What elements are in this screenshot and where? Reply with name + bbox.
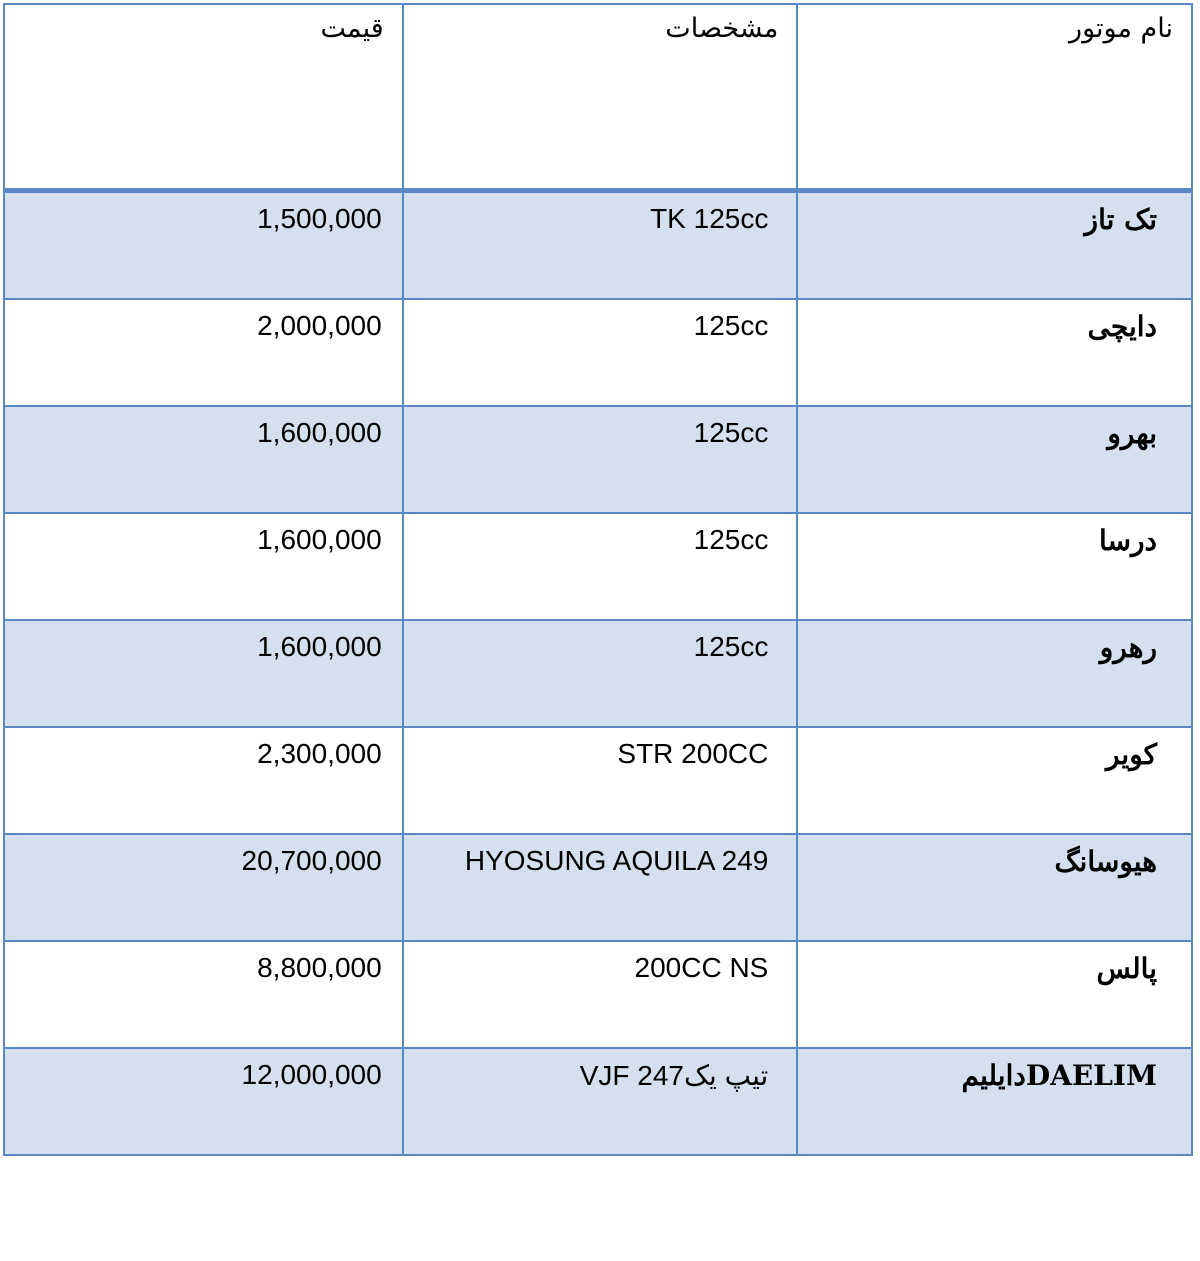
row-price: 2,300,000 [4, 727, 403, 834]
table-row [4, 941, 1192, 1048]
row-name: درسا [797, 513, 1192, 620]
row-spec: 200CC NS [403, 941, 798, 1048]
row-price: 12,000,000 [4, 1048, 403, 1155]
row-spec: 125cc [403, 513, 798, 620]
row-name: DAELIMدایلیم [797, 1048, 1192, 1155]
row-price: 1,600,000 [4, 406, 403, 513]
row-name: تک تاز [797, 191, 1192, 300]
row-spec: TK 125cc [403, 191, 798, 300]
row-price: 1,600,000 [4, 513, 403, 620]
row-spec: 125cc [403, 620, 798, 727]
row-spec: 125cc [403, 406, 798, 513]
table-row [4, 513, 1192, 620]
row-spec: HYOSUNG AQUILA 249 [403, 834, 798, 941]
row-name: کویر [797, 727, 1192, 834]
header-name: نام موتور [797, 4, 1192, 191]
row-name: دایچی [797, 299, 1192, 406]
row-name: رهرو [797, 620, 1192, 727]
table-row [4, 406, 1192, 513]
table-header-row [4, 4, 1192, 191]
table-row [4, 834, 1192, 941]
header-price: قیمت [4, 4, 403, 191]
table-row [4, 620, 1192, 727]
motorcycle-price-table [3, 3, 1193, 1156]
table-row [4, 299, 1192, 406]
row-price: 1,600,000 [4, 620, 403, 727]
row-name: هیوسانگ [797, 834, 1192, 941]
row-price: 1,500,000 [4, 191, 403, 300]
row-spec: VJF 247تیپ یک [403, 1048, 798, 1155]
row-name: بهرو [797, 406, 1192, 513]
row-price: 8,800,000 [4, 941, 403, 1048]
row-name: پالس [797, 941, 1192, 1048]
row-price: 20,700,000 [4, 834, 403, 941]
table-row [4, 191, 1192, 300]
row-spec: 125cc [403, 299, 798, 406]
table-row [4, 1048, 1192, 1155]
table-row [4, 727, 1192, 834]
row-spec: STR 200CC [403, 727, 798, 834]
header-spec: مشخصات [403, 4, 798, 191]
row-price: 2,000,000 [4, 299, 403, 406]
